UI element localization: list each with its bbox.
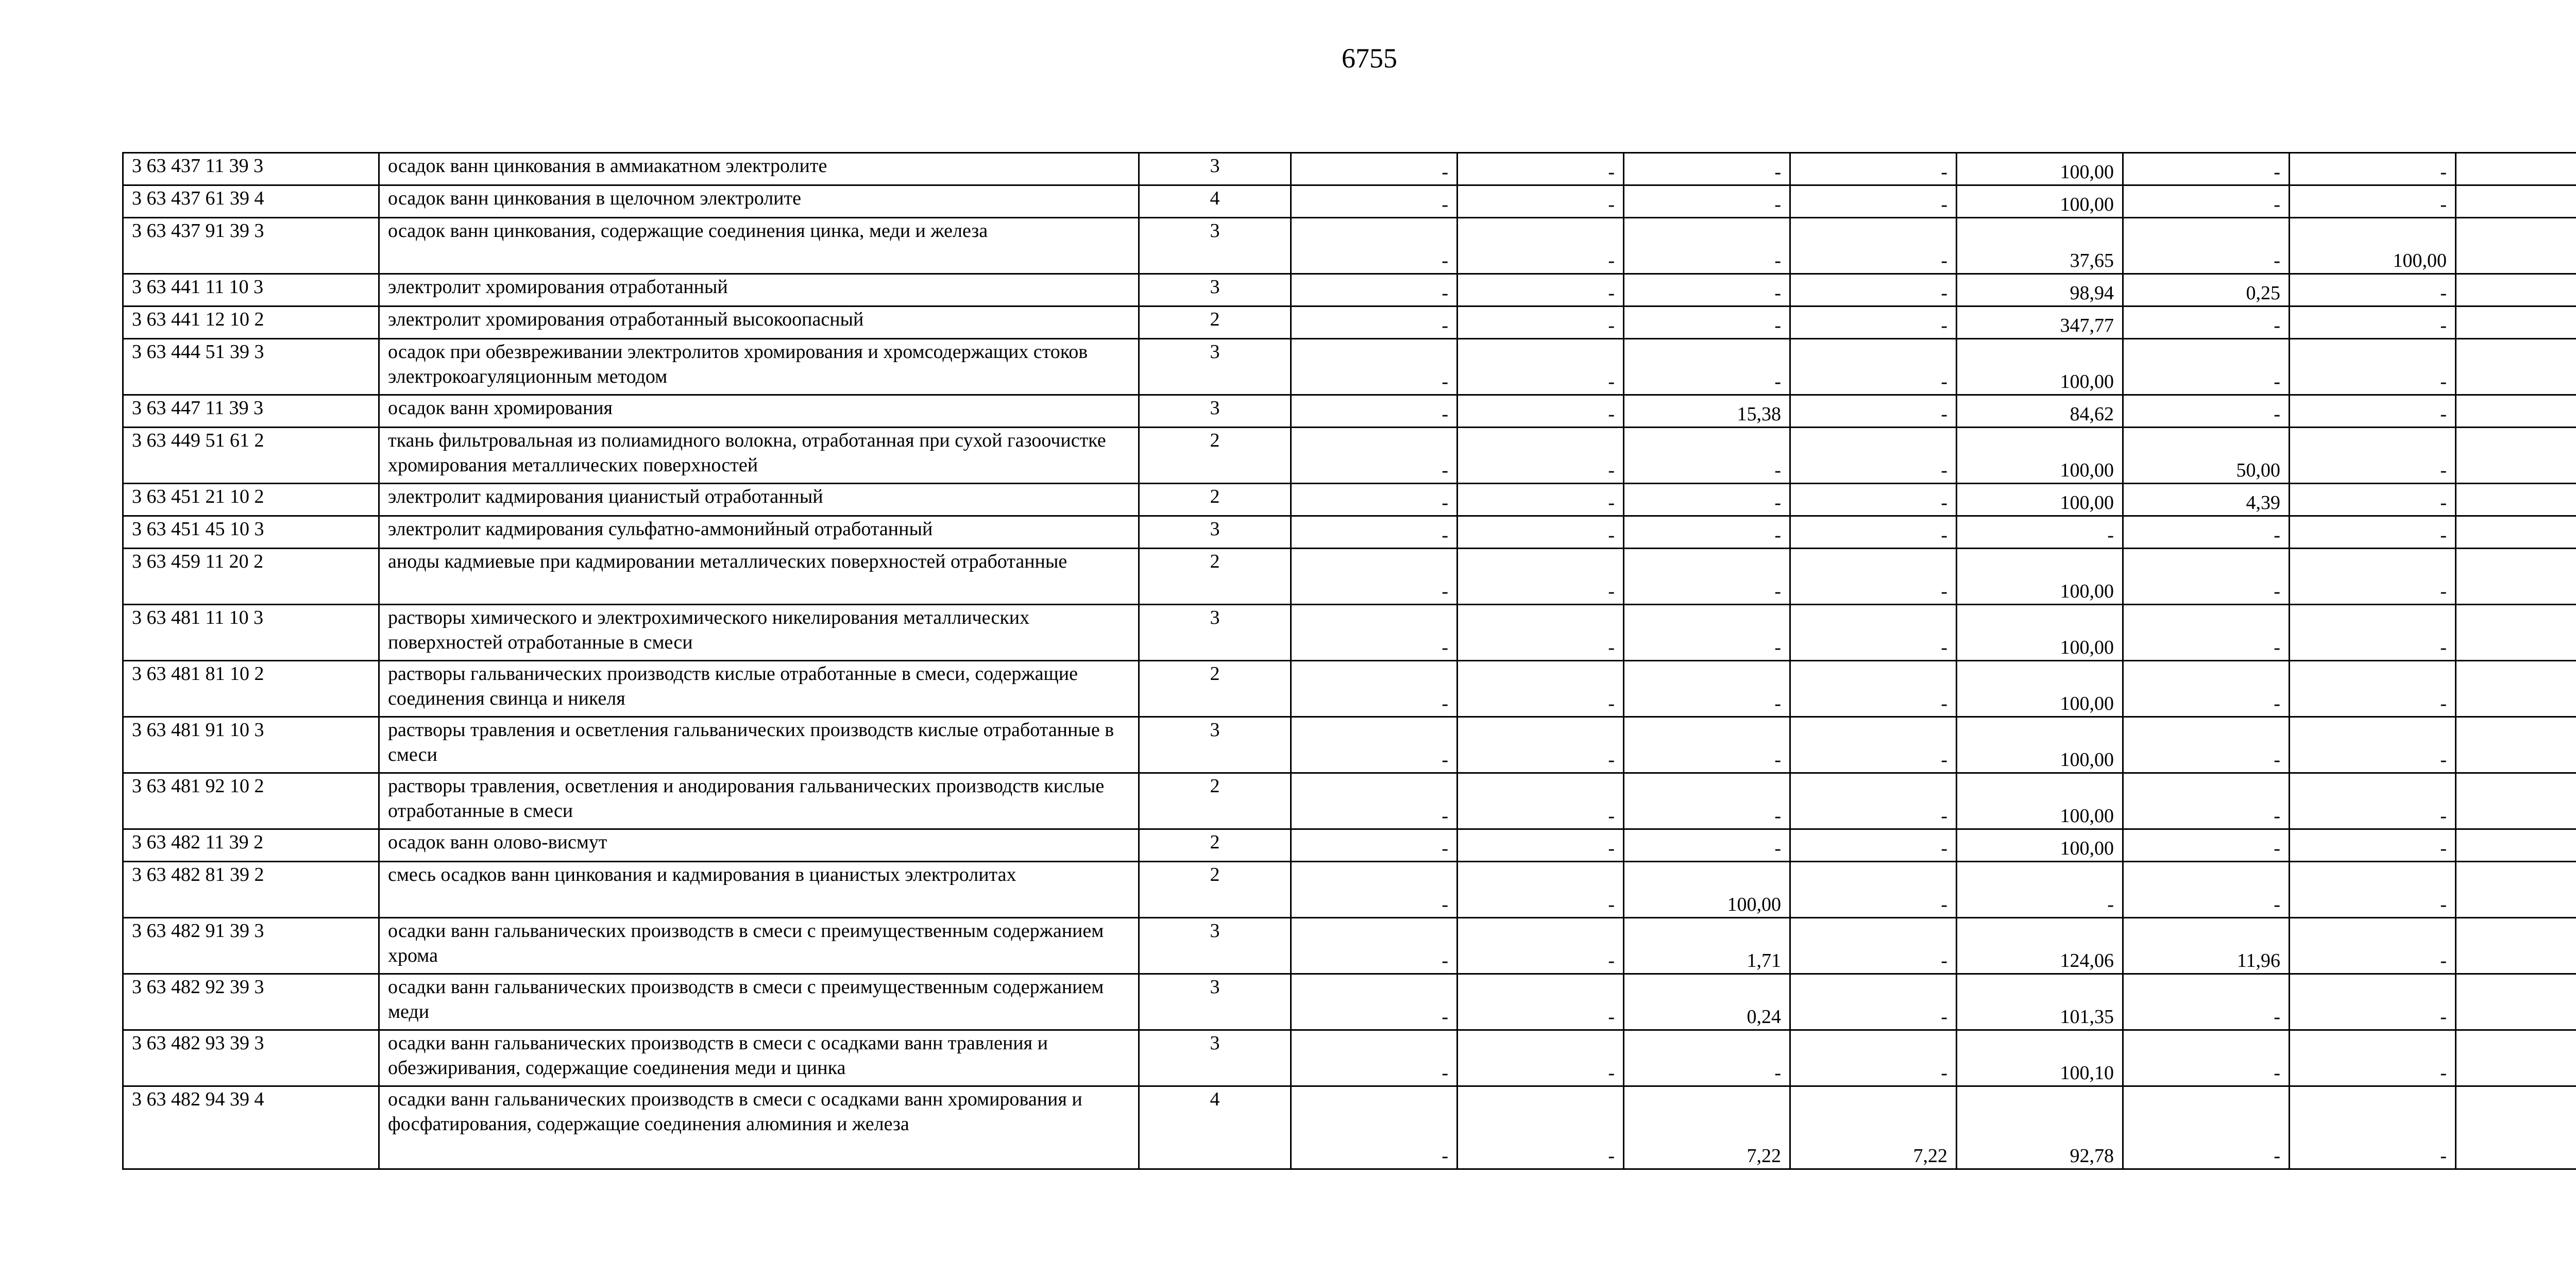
value-cell-4: - [1790,1030,1957,1086]
waste-name-cell: смесь осадков ванн цинкования и кадмирования в цианистых электролитах [379,862,1139,918]
waste-code-cell: 3 63 447 11 39 3 [123,395,379,428]
value-cell-4: - [1790,306,1957,339]
table-row [123,974,2576,1030]
value-cell-6: - [2123,605,2290,661]
table-row [123,829,2576,862]
value-cell-3: - [1624,829,1790,862]
value-cell-1: - [1291,395,1458,428]
value-cell-7: - [2290,829,2456,862]
waste-name-cell: осадки ванн гальванических производств в смеси с осадками ванн хромирования и фосфатирования, содержащие соединения алюминия и железа [379,1086,1139,1169]
value-cell-2: - [1458,717,1624,773]
value-cell-3: - [1624,549,1790,605]
table-row [123,274,2576,306]
value-cell-2: - [1458,185,1624,218]
waste-name-cell: растворы гальванических производств кислые отработанные в смеси, содержащие соединения свинца и никеля [379,661,1139,717]
value-cell-4: - [1790,829,1957,862]
value-cell-1: - [1291,717,1458,773]
hazard-class-cell: 2 [1139,306,1291,339]
value-cell-7: - [2290,516,2456,549]
page-number: 6755 [1342,43,1397,74]
value-cell-2: - [1458,605,1624,661]
waste-name-cell: осадки ванн гальванических производств в смеси с преимущественным содержанием хрома [379,918,1139,974]
value-cell-1: - [1291,1086,1458,1169]
value-cell-5: 100,00 [1957,661,2123,717]
value-cell-7: - [2290,661,2456,717]
value-cell-2: - [1458,153,1624,185]
value-cell-5: 37,65 [1957,218,2123,274]
value-cell-1: - [1291,516,1458,549]
value-cell-6: 50,00 [2123,428,2290,484]
value-cell-3: 1,71 [1624,918,1790,974]
value-cell-7: - [2290,274,2456,306]
value-cell-7: - [2290,306,2456,339]
value-cell-4: 7,22 [1790,1086,1957,1169]
value-cell-8 [2456,773,2576,829]
value-cell-6: - [2123,306,2290,339]
value-cell-7: - [2290,605,2456,661]
value-cell-5: 98,94 [1957,274,2123,306]
value-cell-2: - [1458,395,1624,428]
value-cell-8 [2456,185,2576,218]
value-cell-2: - [1458,829,1624,862]
value-cell-5: 100,00 [1957,185,2123,218]
value-cell-2: - [1458,773,1624,829]
value-cell-3: - [1624,484,1790,516]
waste-name-cell: растворы травления, осветления и анодирования гальванических производств кислые отработанные в смеси [379,773,1139,829]
value-cell-5: 100,00 [1957,605,2123,661]
waste-name-cell: аноды кадмиевые при кадмировании металлических поверхностей отработанные [379,549,1139,605]
value-cell-5: 92,78 [1957,1086,2123,1169]
hazard-class-cell: 2 [1139,428,1291,484]
waste-code-cell: 3 63 481 81 10 2 [123,661,379,717]
value-cell-3: - [1624,661,1790,717]
value-cell-1: - [1291,484,1458,516]
value-cell-3: - [1624,605,1790,661]
value-cell-4: - [1790,185,1957,218]
value-cell-6: - [2123,862,2290,918]
waste-name-cell: осадок ванн хромирования [379,395,1139,428]
value-cell-8 [2456,829,2576,862]
table-row [123,717,2576,773]
value-cell-8 [2456,1030,2576,1086]
value-cell-1: - [1291,153,1458,185]
waste-name-cell: осадок ванн олово-висмут [379,829,1139,862]
hazard-class-cell: 3 [1139,339,1291,395]
waste-code-cell: 3 63 482 91 39 3 [123,918,379,974]
value-cell-3: - [1624,185,1790,218]
table-row [123,185,2576,218]
value-cell-6: - [2123,661,2290,717]
value-cell-1: - [1291,185,1458,218]
value-cell-6: - [2123,339,2290,395]
value-cell-5: 100,00 [1957,484,2123,516]
value-cell-7: - [2290,974,2456,1030]
hazard-class-cell: 2 [1139,549,1291,605]
waste-name-cell: осадок ванн цинкования в щелочном электролите [379,185,1139,218]
table-row [123,516,2576,549]
value-cell-8 [2456,516,2576,549]
value-cell-4: - [1790,339,1957,395]
value-cell-6: - [2123,185,2290,218]
value-cell-2: - [1458,661,1624,717]
hazard-class-cell: 2 [1139,773,1291,829]
value-cell-6: - [2123,218,2290,274]
hazard-class-cell: 3 [1139,218,1291,274]
value-cell-1: - [1291,862,1458,918]
value-cell-8 [2456,549,2576,605]
value-cell-6: 0,25 [2123,274,2290,306]
waste-code-cell: 3 63 482 11 39 2 [123,829,379,862]
hazard-class-cell: 2 [1139,829,1291,862]
value-cell-1: - [1291,428,1458,484]
value-cell-6: - [2123,773,2290,829]
hazard-class-cell: 3 [1139,974,1291,1030]
value-cell-5: 347,77 [1957,306,2123,339]
hazard-class-cell: 3 [1139,395,1291,428]
value-cell-4: - [1790,549,1957,605]
value-cell-5: 100,00 [1957,339,2123,395]
value-cell-5: - [1957,516,2123,549]
value-cell-5: - [1957,862,2123,918]
hazard-class-cell: 4 [1139,185,1291,218]
value-cell-7: - [2290,1030,2456,1086]
value-cell-4: - [1790,218,1957,274]
value-cell-3: 15,38 [1624,395,1790,428]
table-row [123,1030,2576,1086]
value-cell-8 [2456,395,2576,428]
value-cell-2: - [1458,918,1624,974]
waste-name-cell: осадок ванн цинкования в аммиакатном электролите [379,153,1139,185]
table-row [123,484,2576,516]
value-cell-7: - [2290,773,2456,829]
value-cell-2: - [1458,549,1624,605]
waste-name-cell: осадок ванн цинкования, содержащие соединения цинка, меди и железа [379,218,1139,274]
hazard-class-cell: 2 [1139,484,1291,516]
value-cell-7: - [2290,918,2456,974]
waste-name-cell: электролит кадмирования цианистый отработанный [379,484,1139,516]
value-cell-6: - [2123,395,2290,428]
value-cell-1: - [1291,918,1458,974]
table-row [123,428,2576,484]
value-cell-2: - [1458,306,1624,339]
table-row [123,339,2576,395]
waste-code-cell: 3 63 437 91 39 3 [123,218,379,274]
waste-name-cell: осадок при обезвреживании электролитов хромирования и хромсодержащих стоков электрокоагуляционным методом [379,339,1139,395]
waste-code-cell: 3 63 482 81 39 2 [123,862,379,918]
value-cell-1: - [1291,1030,1458,1086]
value-cell-5: 100,00 [1957,153,2123,185]
table-row [123,306,2576,339]
value-cell-2: - [1458,1030,1624,1086]
waste-name-cell: электролит хромирования отработанный [379,274,1139,306]
value-cell-6: - [2123,1030,2290,1086]
hazard-class-cell: 4 [1139,1086,1291,1169]
value-cell-5: 84,62 [1957,395,2123,428]
value-cell-5: 100,10 [1957,1030,2123,1086]
value-cell-4: - [1790,274,1957,306]
value-cell-4: - [1790,516,1957,549]
table-row [123,773,2576,829]
table-row [123,661,2576,717]
waste-code-cell: 3 63 437 61 39 4 [123,185,379,218]
waste-name-cell: растворы травления и осветления гальванических производств кислые отработанные в смеси [379,717,1139,773]
table-row [123,862,2576,918]
value-cell-1: - [1291,661,1458,717]
value-cell-8 [2456,661,2576,717]
value-cell-3: - [1624,218,1790,274]
value-cell-8 [2456,274,2576,306]
value-cell-3: - [1624,274,1790,306]
waste-code-cell: 3 63 437 11 39 3 [123,153,379,185]
waste-code-cell: 3 63 459 11 20 2 [123,549,379,605]
waste-code-cell: 3 63 451 45 10 3 [123,516,379,549]
value-cell-8 [2456,484,2576,516]
value-cell-7: - [2290,862,2456,918]
value-cell-7: - [2290,339,2456,395]
hazard-class-cell: 3 [1139,516,1291,549]
value-cell-5: 101,35 [1957,974,2123,1030]
hazard-class-cell: 3 [1139,1030,1291,1086]
value-cell-3: - [1624,717,1790,773]
hazard-class-cell: 3 [1139,153,1291,185]
value-cell-8 [2456,918,2576,974]
value-cell-8 [2456,153,2576,185]
value-cell-4: - [1790,605,1957,661]
value-cell-5: 100,00 [1957,829,2123,862]
value-cell-7: 100,00 [2290,218,2456,274]
table-row [123,918,2576,974]
value-cell-3: 7,22 [1624,1086,1790,1169]
hazard-class-cell: 3 [1139,717,1291,773]
value-cell-4: - [1790,153,1957,185]
value-cell-6: - [2123,153,2290,185]
table-row [123,549,2576,605]
value-cell-2: - [1458,484,1624,516]
value-cell-6: - [2123,516,2290,549]
value-cell-5: 100,00 [1957,549,2123,605]
value-cell-4: - [1790,974,1957,1030]
waste-name-cell: растворы химического и электрохимического никелирования металлических поверхностей отработанные в смеси [379,605,1139,661]
value-cell-1: - [1291,773,1458,829]
table-row [123,153,2576,185]
value-cell-4: - [1790,428,1957,484]
table-row [123,218,2576,274]
table-row [123,1086,2576,1169]
waste-code-cell: 3 63 482 92 39 3 [123,974,379,1030]
value-cell-4: - [1790,395,1957,428]
value-cell-6: - [2123,974,2290,1030]
value-cell-7: - [2290,153,2456,185]
value-cell-8 [2456,862,2576,918]
value-cell-8 [2456,428,2576,484]
value-cell-5: 100,00 [1957,428,2123,484]
value-cell-7: - [2290,428,2456,484]
value-cell-4: - [1790,661,1957,717]
waste-code-cell: 3 63 441 12 10 2 [123,306,379,339]
value-cell-4: - [1790,918,1957,974]
value-cell-3: - [1624,773,1790,829]
value-cell-7: - [2290,185,2456,218]
value-cell-2: - [1458,516,1624,549]
value-cell-3: 100,00 [1624,862,1790,918]
value-cell-4: - [1790,484,1957,516]
value-cell-2: - [1458,428,1624,484]
value-cell-8 [2456,339,2576,395]
waste-name-cell: ткань фильтровальная из полиамидного волокна, отработанная при сухой газоочистке хромирования металлических поверхностей [379,428,1139,484]
table-row [123,605,2576,661]
value-cell-3: - [1624,516,1790,549]
value-cell-1: - [1291,339,1458,395]
value-cell-2: - [1458,1086,1624,1169]
value-cell-6: - [2123,829,2290,862]
value-cell-4: - [1790,773,1957,829]
waste-code-cell: 3 63 481 11 10 3 [123,605,379,661]
waste-name-cell: осадки ванн гальванических производств в смеси с преимущественным содержанием меди [379,974,1139,1030]
hazard-class-cell: 3 [1139,918,1291,974]
waste-code-cell: 3 63 481 91 10 3 [123,717,379,773]
value-cell-1: - [1291,605,1458,661]
value-cell-7: - [2290,484,2456,516]
value-cell-1: - [1291,974,1458,1030]
value-cell-8 [2456,717,2576,773]
value-cell-7: - [2290,549,2456,605]
value-cell-8 [2456,218,2576,274]
value-cell-7: - [2290,1086,2456,1169]
value-cell-1: - [1291,274,1458,306]
value-cell-3: - [1624,1030,1790,1086]
waste-code-cell: 3 63 441 11 10 3 [123,274,379,306]
hazard-class-cell: 3 [1139,274,1291,306]
value-cell-8 [2456,974,2576,1030]
waste-code-cell: 3 63 481 92 10 2 [123,773,379,829]
value-cell-6: - [2123,1086,2290,1169]
value-cell-6: 4,39 [2123,484,2290,516]
value-cell-7: - [2290,395,2456,428]
value-cell-8 [2456,1086,2576,1169]
value-cell-2: - [1458,974,1624,1030]
value-cell-3: - [1624,428,1790,484]
value-cell-8 [2456,605,2576,661]
value-cell-5: 124,06 [1957,918,2123,974]
value-cell-7: - [2290,717,2456,773]
waste-table [122,152,2576,1170]
hazard-class-cell: 3 [1139,605,1291,661]
value-cell-1: - [1291,549,1458,605]
hazard-class-cell: 2 [1139,661,1291,717]
waste-code-cell: 3 63 444 51 39 3 [123,339,379,395]
value-cell-1: - [1291,306,1458,339]
value-cell-2: - [1458,339,1624,395]
value-cell-5: 100,00 [1957,717,2123,773]
waste-code-cell: 3 63 482 94 39 4 [123,1086,379,1169]
waste-code-cell: 3 63 449 51 61 2 [123,428,379,484]
table-body [123,153,2576,1169]
hazard-class-cell: 2 [1139,862,1291,918]
value-cell-1: - [1291,829,1458,862]
value-cell-3: - [1624,153,1790,185]
value-cell-5: 100,00 [1957,773,2123,829]
value-cell-6: - [2123,717,2290,773]
waste-name-cell: электролит кадмирования сульфатно-аммонийный отработанный [379,516,1139,549]
value-cell-3: 0,24 [1624,974,1790,1030]
value-cell-2: - [1458,218,1624,274]
waste-name-cell: осадки ванн гальванических производств в смеси с осадками ванн травления и обезжиривания, содержащие соединения меди и цинка [379,1030,1139,1086]
value-cell-1: - [1291,218,1458,274]
value-cell-6: 11,96 [2123,918,2290,974]
value-cell-8 [2456,306,2576,339]
value-cell-6: - [2123,549,2290,605]
value-cell-4: - [1790,862,1957,918]
value-cell-2: - [1458,862,1624,918]
value-cell-3: - [1624,306,1790,339]
table-row [123,395,2576,428]
value-cell-3: - [1624,339,1790,395]
waste-code-cell: 3 63 451 21 10 2 [123,484,379,516]
value-cell-2: - [1458,274,1624,306]
waste-code-cell: 3 63 482 93 39 3 [123,1030,379,1086]
value-cell-4: - [1790,717,1957,773]
waste-name-cell: электролит хромирования отработанный высокоопасный [379,306,1139,339]
